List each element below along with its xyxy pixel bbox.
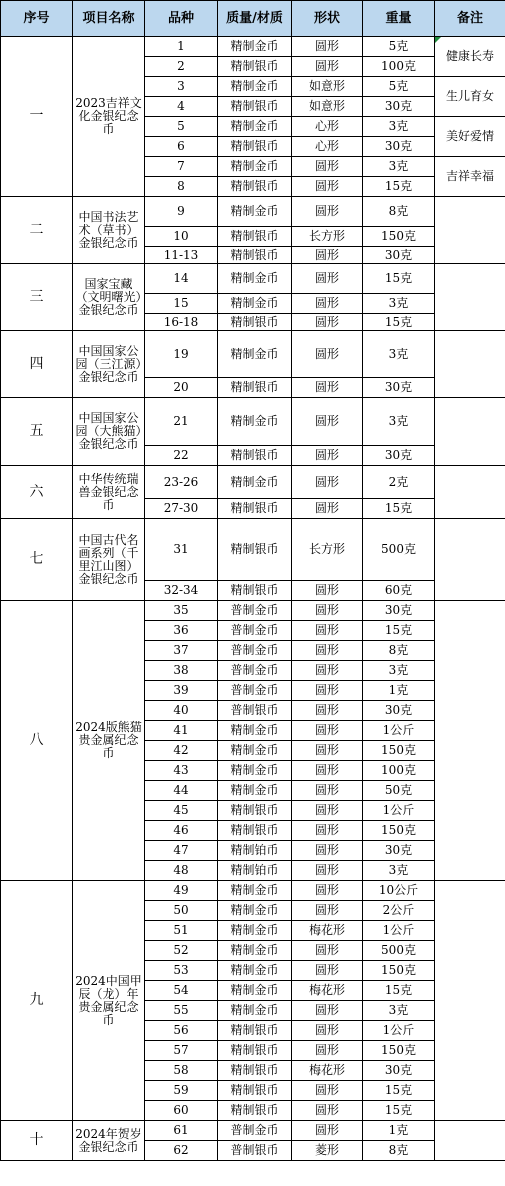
cell-shape: 圆形	[292, 761, 363, 781]
cell-material: 精制银币	[218, 97, 292, 117]
cell-weight: 8克	[363, 641, 435, 661]
cell-material: 精制金币	[218, 264, 292, 294]
cell-shape: 圆形	[292, 446, 363, 466]
group-project-name: 中国国家公园（三江源）金银纪念币	[73, 331, 145, 398]
cell-shape: 长方形	[292, 519, 363, 581]
group-project-name: 国家宝藏（文明曙光）金银纪念币	[73, 264, 145, 331]
cell-variety: 55	[145, 1001, 218, 1021]
cell-material: 精制金币	[218, 1001, 292, 1021]
cell-variety: 7	[145, 157, 218, 177]
cell-shape: 圆形	[292, 801, 363, 821]
cell-note-empty	[435, 398, 505, 466]
header-seq: 序号	[1, 1, 73, 37]
cell-weight: 8克	[363, 1141, 435, 1161]
cell-shape: 圆形	[292, 157, 363, 177]
header-variety: 品种	[145, 1, 218, 37]
cell-note-empty	[435, 197, 505, 264]
cell-note-empty	[435, 466, 505, 519]
cell-note: 吉祥幸福	[435, 157, 505, 197]
cell-shape: 如意形	[292, 77, 363, 97]
cell-shape: 梅花形	[292, 1061, 363, 1081]
cell-variety: 20	[145, 378, 218, 398]
cell-shape: 圆形	[292, 941, 363, 961]
header-project: 项目名称	[73, 1, 145, 37]
cell-variety: 40	[145, 701, 218, 721]
cell-variety: 56	[145, 1021, 218, 1041]
cell-variety: 16-18	[145, 314, 218, 331]
group-seq: 四	[1, 331, 73, 398]
cell-weight: 100克	[363, 57, 435, 77]
cell-variety: 35	[145, 601, 218, 621]
cell-shape: 圆形	[292, 1041, 363, 1061]
cell-material: 精制银币	[218, 801, 292, 821]
cell-shape: 圆形	[292, 314, 363, 331]
cell-variety: 22	[145, 446, 218, 466]
cell-weight: 50克	[363, 781, 435, 801]
cell-shape: 圆形	[292, 641, 363, 661]
group-project-name: 中华传统瑞兽金银纪念币	[73, 466, 145, 519]
header-note: 备注	[435, 1, 505, 37]
cell-variety: 10	[145, 227, 218, 247]
cell-variety: 11-13	[145, 247, 218, 264]
cell-shape: 圆形	[292, 37, 363, 57]
cell-weight: 3克	[363, 331, 435, 378]
cell-weight: 30克	[363, 701, 435, 721]
cell-weight: 30克	[363, 1061, 435, 1081]
cell-weight: 3克	[363, 294, 435, 314]
group-seq: 十	[1, 1121, 73, 1161]
header-material: 质量/材质	[218, 1, 292, 37]
cell-material: 精制银币	[218, 378, 292, 398]
cell-shape: 圆形	[292, 701, 363, 721]
cell-note-empty	[435, 601, 505, 881]
cell-weight: 1公斤	[363, 721, 435, 741]
cell-material: 精制金币	[218, 741, 292, 761]
cell-weight: 150克	[363, 821, 435, 841]
cell-material: 普制银币	[218, 1141, 292, 1161]
cell-note-empty	[435, 881, 505, 1121]
cell-weight: 30克	[363, 137, 435, 157]
cell-shape: 圆形	[292, 398, 363, 446]
cell-weight: 3克	[363, 661, 435, 681]
cell-material: 精制银币	[218, 247, 292, 264]
cell-shape: 圆形	[292, 57, 363, 77]
cell-variety: 48	[145, 861, 218, 881]
cell-weight: 3克	[363, 1001, 435, 1021]
cell-material: 精制铂币	[218, 841, 292, 861]
cell-weight: 15克	[363, 1081, 435, 1101]
cell-note-empty	[435, 1121, 505, 1161]
cell-material: 精制金币	[218, 37, 292, 57]
cell-weight: 1公斤	[363, 1021, 435, 1041]
cell-variety: 50	[145, 901, 218, 921]
cell-shape: 圆形	[292, 601, 363, 621]
header-shape: 形状	[292, 1, 363, 37]
cell-variety: 38	[145, 661, 218, 681]
cell-material: 普制银币	[218, 701, 292, 721]
cell-note-empty	[435, 519, 505, 601]
cell-material: 精制银币	[218, 446, 292, 466]
cell-weight: 1克	[363, 1121, 435, 1141]
cell-weight: 3克	[363, 117, 435, 137]
cell-material: 精制银币	[218, 177, 292, 197]
cell-shape: 圆形	[292, 1021, 363, 1041]
cell-variety: 15	[145, 294, 218, 314]
cell-material: 精制金币	[218, 117, 292, 137]
cell-variety: 4	[145, 97, 218, 117]
cell-note: 健康长寿	[435, 37, 505, 77]
cell-material: 精制金币	[218, 781, 292, 801]
cell-shape: 圆形	[292, 721, 363, 741]
cell-weight: 5克	[363, 77, 435, 97]
cell-weight: 60克	[363, 581, 435, 601]
cell-weight: 30克	[363, 446, 435, 466]
cell-variety: 31	[145, 519, 218, 581]
group-seq: 九	[1, 881, 73, 1121]
cell-material: 精制金币	[218, 761, 292, 781]
cell-material: 精制银币	[218, 227, 292, 247]
cell-variety: 41	[145, 721, 218, 741]
cell-material: 精制银币	[218, 1041, 292, 1061]
cell-material: 精制金币	[218, 961, 292, 981]
group-seq: 一	[1, 37, 73, 197]
cell-shape: 圆形	[292, 661, 363, 681]
cell-variety: 53	[145, 961, 218, 981]
cell-variety: 14	[145, 264, 218, 294]
cell-note: 美好爱情	[435, 117, 505, 157]
cell-shape: 圆形	[292, 621, 363, 641]
cell-note-empty	[435, 264, 505, 331]
group-seq: 二	[1, 197, 73, 264]
cell-weight: 2克	[363, 466, 435, 499]
cell-variety: 58	[145, 1061, 218, 1081]
cell-material: 精制金币	[218, 398, 292, 446]
group-project-name: 中国国家公园（大熊猫）金银纪念币	[73, 398, 145, 466]
cell-variety: 37	[145, 641, 218, 661]
cell-note-empty	[435, 331, 505, 398]
cell-material: 精制金币	[218, 901, 292, 921]
cell-variety: 46	[145, 821, 218, 841]
group-seq: 七	[1, 519, 73, 601]
cell-variety: 47	[145, 841, 218, 861]
cell-shape: 圆形	[292, 177, 363, 197]
cell-variety: 39	[145, 681, 218, 701]
table-row	[1, 1121, 505, 1141]
table-row	[1, 197, 505, 227]
cell-material: 精制银币	[218, 499, 292, 519]
cell-weight: 15克	[363, 177, 435, 197]
cell-shape: 圆形	[292, 861, 363, 881]
cell-material: 精制金币	[218, 941, 292, 961]
cell-material: 精制银币	[218, 1061, 292, 1081]
group-project-name: 2023吉祥文化金银纪念币	[73, 37, 145, 197]
table-row	[1, 466, 505, 499]
group-seq: 五	[1, 398, 73, 466]
cell-shape: 圆形	[292, 1121, 363, 1141]
cell-shape: 圆形	[292, 821, 363, 841]
cell-weight: 100克	[363, 761, 435, 781]
cell-weight: 15克	[363, 621, 435, 641]
cell-weight: 30克	[363, 378, 435, 398]
cell-shape: 如意形	[292, 97, 363, 117]
cell-weight: 15克	[363, 981, 435, 1001]
header-weight: 重量	[363, 1, 435, 37]
table-row	[1, 519, 505, 581]
cell-material: 精制铂币	[218, 861, 292, 881]
table-row	[1, 398, 505, 446]
table-row	[1, 264, 505, 294]
cell-variety: 42	[145, 741, 218, 761]
cell-variety: 21	[145, 398, 218, 446]
cell-variety: 51	[145, 921, 218, 941]
cell-variety: 3	[145, 77, 218, 97]
cell-material: 精制金币	[218, 921, 292, 941]
cell-variety: 1	[145, 37, 218, 57]
cell-shape: 梅花形	[292, 981, 363, 1001]
group-seq: 三	[1, 264, 73, 331]
cell-material: 精制银币	[218, 314, 292, 331]
cell-material: 精制银币	[218, 57, 292, 77]
cell-weight: 150克	[363, 1041, 435, 1061]
table-row	[1, 601, 505, 621]
cell-shape: 圆形	[292, 466, 363, 499]
cell-weight: 30克	[363, 841, 435, 861]
cell-weight: 15克	[363, 1101, 435, 1121]
table-header	[1, 1, 505, 37]
cell-shape: 圆形	[292, 881, 363, 901]
cell-shape: 心形	[292, 137, 363, 157]
cell-variety: 43	[145, 761, 218, 781]
cell-shape: 圆形	[292, 781, 363, 801]
cell-variety: 23-26	[145, 466, 218, 499]
cell-shape: 圆形	[292, 499, 363, 519]
table-body	[1, 37, 505, 1161]
cell-material: 精制金币	[218, 331, 292, 378]
cell-weight: 8克	[363, 197, 435, 227]
table-row	[1, 37, 505, 57]
cell-material: 精制金币	[218, 294, 292, 314]
cell-material: 普制金币	[218, 1121, 292, 1141]
cell-shape: 圆形	[292, 331, 363, 378]
cell-variety: 5	[145, 117, 218, 137]
cell-weight: 2公斤	[363, 901, 435, 921]
cell-variety: 2	[145, 57, 218, 77]
cell-weight: 15克	[363, 314, 435, 331]
cell-material: 普制金币	[218, 621, 292, 641]
cell-shape: 圆形	[292, 581, 363, 601]
cell-shape: 圆形	[292, 247, 363, 264]
cell-shape: 圆形	[292, 1081, 363, 1101]
cell-variety: 45	[145, 801, 218, 821]
cell-weight: 500克	[363, 941, 435, 961]
cell-material: 精制金币	[218, 157, 292, 177]
cell-shape: 圆形	[292, 1001, 363, 1021]
cell-material: 普制金币	[218, 661, 292, 681]
cell-weight: 30克	[363, 97, 435, 117]
cell-variety: 57	[145, 1041, 218, 1061]
cell-variety: 44	[145, 781, 218, 801]
cell-material: 精制金币	[218, 981, 292, 1001]
cell-shape: 圆形	[292, 681, 363, 701]
cell-variety: 8	[145, 177, 218, 197]
cell-material: 精制金币	[218, 77, 292, 97]
cell-variety: 27-30	[145, 499, 218, 519]
cell-variety: 32-34	[145, 581, 218, 601]
cell-variety: 49	[145, 881, 218, 901]
cell-shape: 圆形	[292, 841, 363, 861]
cell-material: 精制金币	[218, 721, 292, 741]
cell-variety: 61	[145, 1121, 218, 1141]
cell-material: 精制银币	[218, 1081, 292, 1101]
cell-material: 普制金币	[218, 601, 292, 621]
cell-material: 精制银币	[218, 137, 292, 157]
cell-shape: 梅花形	[292, 921, 363, 941]
cell-weight: 3克	[363, 861, 435, 881]
cell-variety: 54	[145, 981, 218, 1001]
cell-weight: 500克	[363, 519, 435, 581]
cell-variety: 52	[145, 941, 218, 961]
group-project-name: 中国书法艺术（草书）金银纪念币	[73, 197, 145, 264]
cell-variety: 60	[145, 1101, 218, 1121]
cell-weight: 15克	[363, 499, 435, 519]
cell-note: 生儿育女	[435, 77, 505, 117]
cell-weight: 150克	[363, 227, 435, 247]
cell-shape: 圆形	[292, 741, 363, 761]
group-seq: 八	[1, 601, 73, 881]
cell-shape: 圆形	[292, 961, 363, 981]
cell-material: 精制金币	[218, 881, 292, 901]
cell-material: 精制银币	[218, 581, 292, 601]
table-row	[1, 881, 505, 901]
cell-shape: 圆形	[292, 264, 363, 294]
cell-shape: 心形	[292, 117, 363, 137]
cell-material: 精制金币	[218, 197, 292, 227]
cell-weight: 1克	[363, 681, 435, 701]
cell-material: 精制银币	[218, 1101, 292, 1121]
group-project-name: 2024年贺岁金银纪念币	[73, 1121, 145, 1161]
cell-material: 精制银币	[218, 1021, 292, 1041]
cell-material: 普制金币	[218, 641, 292, 661]
cell-shape: 圆形	[292, 197, 363, 227]
cell-material: 精制金币	[218, 466, 292, 499]
group-project-name: 2024中国甲辰（龙）年贵金属纪念币	[73, 881, 145, 1121]
table-row	[1, 331, 505, 378]
cell-variety: 6	[145, 137, 218, 157]
group-project-name: 中国古代名画系列（千里江山图）金银纪念币	[73, 519, 145, 601]
cell-shape: 菱形	[292, 1141, 363, 1161]
cell-weight: 30克	[363, 601, 435, 621]
cell-weight: 150克	[363, 741, 435, 761]
cell-variety: 59	[145, 1081, 218, 1101]
group-seq: 六	[1, 466, 73, 519]
cell-weight: 5克	[363, 37, 435, 57]
cell-weight: 1公斤	[363, 921, 435, 941]
cell-material: 精制银币	[218, 519, 292, 581]
cell-weight: 1公斤	[363, 801, 435, 821]
cell-variety: 36	[145, 621, 218, 641]
cell-shape: 长方形	[292, 227, 363, 247]
cell-weight: 30克	[363, 247, 435, 264]
cell-weight: 3克	[363, 398, 435, 446]
cell-weight: 15克	[363, 264, 435, 294]
cell-material: 精制银币	[218, 821, 292, 841]
group-project-name: 2024版熊猫贵金属纪念币	[73, 601, 145, 881]
cell-weight: 10公斤	[363, 881, 435, 901]
cell-weight: 3克	[363, 157, 435, 177]
cell-variety: 19	[145, 331, 218, 378]
cell-weight: 150克	[363, 961, 435, 981]
cell-material: 普制金币	[218, 681, 292, 701]
cell-variety: 62	[145, 1141, 218, 1161]
cell-shape: 圆形	[292, 378, 363, 398]
cell-variety: 9	[145, 197, 218, 227]
cell-shape: 圆形	[292, 901, 363, 921]
cell-shape: 圆形	[292, 1101, 363, 1121]
cell-shape: 圆形	[292, 294, 363, 314]
